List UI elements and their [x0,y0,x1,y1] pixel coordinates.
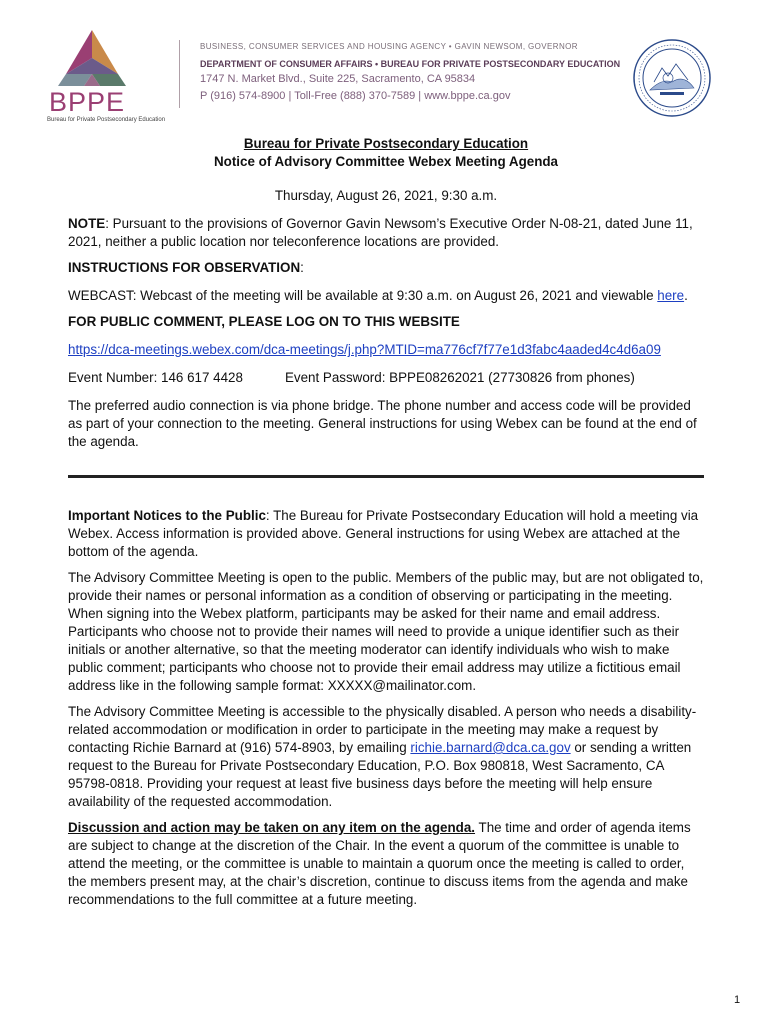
audio-paragraph: The preferred audio connection is via phone bridge. The phone number and access code will be provided as part of your connection to the meeting. General instructions for using Webex can be found at the end of the agenda. [68,398,697,449]
accessibility-text-1: The Advisory Committee Meeting is accessible to the physically disabled. A person who needs a disability-related accommodation or modification in order to participate in the meeting may make a request by contacting Richie Barnard at (916) 574-8903, by emailing [68,704,697,755]
phone-line: P (916) 574-8900 | Toll-Free (888) 370-7589 | www.bppe.ca.gov [200,90,511,102]
accessibility-paragraph [68,703,704,811]
meeting-date: Thursday, August 26, 2021, 9:30 a.m. [274,188,498,203]
header-divider [179,40,180,108]
discussion-label: Discussion and action may be taken on any item on the agenda. [68,820,476,835]
event-info-row [68,369,704,387]
note-paragraph [68,215,704,251]
logo-subtitle: Bureau for Private Postsecondary Education [47,117,166,123]
webcast-here-link[interactable]: here [657,288,685,303]
accommodation-email-link[interactable]: richie.barnard@dca.ca.gov [410,740,571,755]
public-comment-heading-text: FOR PUBLIC COMMENT, PLEASE LOG ON TO THIS WEBSITE [68,314,460,329]
event-password: Event Password: BPPE08262021 (27730826 from phones) [284,370,635,385]
instructions-heading-colon: : [300,260,304,275]
note-label: NOTE [68,216,106,231]
important-notices-label: Important Notices to the Public [68,508,266,523]
address-line: 1747 N. Market Blvd., Suite 225, Sacramento, CA 95834 [200,73,476,85]
instructions-heading [68,259,704,277]
page-subtitle: Notice of Advisory Committee Webex Meeting Agenda [214,154,558,169]
section-divider [68,475,704,478]
webcast-paragraph [68,287,704,305]
page-title: Bureau for Private Postsecondary Education [243,136,529,151]
discussion-text: The time and order of agenda items are subject to change at the discretion of the Chair. In the event a quorum of the committee is unable to attend the meeting, or the committee is unable to maintain a quorum once the meeting is called to order, the members present may, at the chair’s discretion, continue to discuss items from the agenda and make recommendations to the full committee at a future meeting. [68,820,691,907]
webcast-period: . [684,288,688,303]
bppe-logo [44,28,166,123]
logo-wordmark: BPPE [49,87,126,117]
open-meeting-paragraph: The Advisory Committee Meeting is open to the public. Members of the public may, but are not obligated to, provide their names or personal information as a condition of observing or participating in the meeting. When signing into the Webex platform, participants may be asked for their name and email address. Participants who choose not to provide their names will need to provide a unique identifier such as their initials or another alternative, so that the meeting moderator can identify individuals who wish to make public comment; participants who choose not to provide their email address may utilize a fictitious email address like in the following sample format: XXXXX@mailinator.com. [68,570,704,693]
letterhead [200,42,620,102]
bppe-triangle-logo-icon [44,28,140,88]
agency-line: BUSINESS, CONSUMER SERVICES AND HOUSING AGENCY • GAVIN NEWSOM, GOVERNOR [200,42,578,51]
public-comment-heading [68,313,704,331]
agenda-body [68,135,704,909]
webex-url-paragraph [68,341,704,359]
instructions-heading-text: INSTRUCTIONS FOR OBSERVATION [68,260,301,275]
important-notices-text: : The Bureau for Private Postsecondary Education will hold a meeting via Webex. Access information is provided above. General instructions for using Webex are attached at the bottom of the agenda. [68,508,699,559]
webcast-text: WEBCAST: Webcast of the meeting will be available at 9:30 a.m. on August 26, 2021 and viewable [68,288,658,303]
california-state-seal-icon [632,38,712,118]
page-number: 1 [734,994,741,1006]
webex-meeting-link[interactable]: https://dca-meetings.webex.com/dca-meetings/j.php?MTID=ma776cf7f77e1d3fabc4aaded4c4d6a09 [68,342,661,357]
note-text: : Pursuant to the provisions of Governor Gavin Newsom’s Executive Order N-08-21, dated June 11, 2021, neither a public location nor teleconference locations are provided. [68,216,693,249]
discussion-paragraph [68,819,704,909]
department-line: DEPARTMENT OF CONSUMER AFFAIRS • BUREAU FOR PRIVATE POSTSECONDARY EDUCATION [200,59,621,69]
accessibility-text-2: or sending a written request to the Bureau for Private Postsecondary Education, P.O. Box 980818, West Sacramento, CA 95798-0818. Providing your request at least five business days before the meeting will help ensure availability of the requested accommodation. [68,740,692,809]
event-number: Event Number: 146 617 4428 [68,370,243,385]
important-notices-paragraph [68,507,704,561]
